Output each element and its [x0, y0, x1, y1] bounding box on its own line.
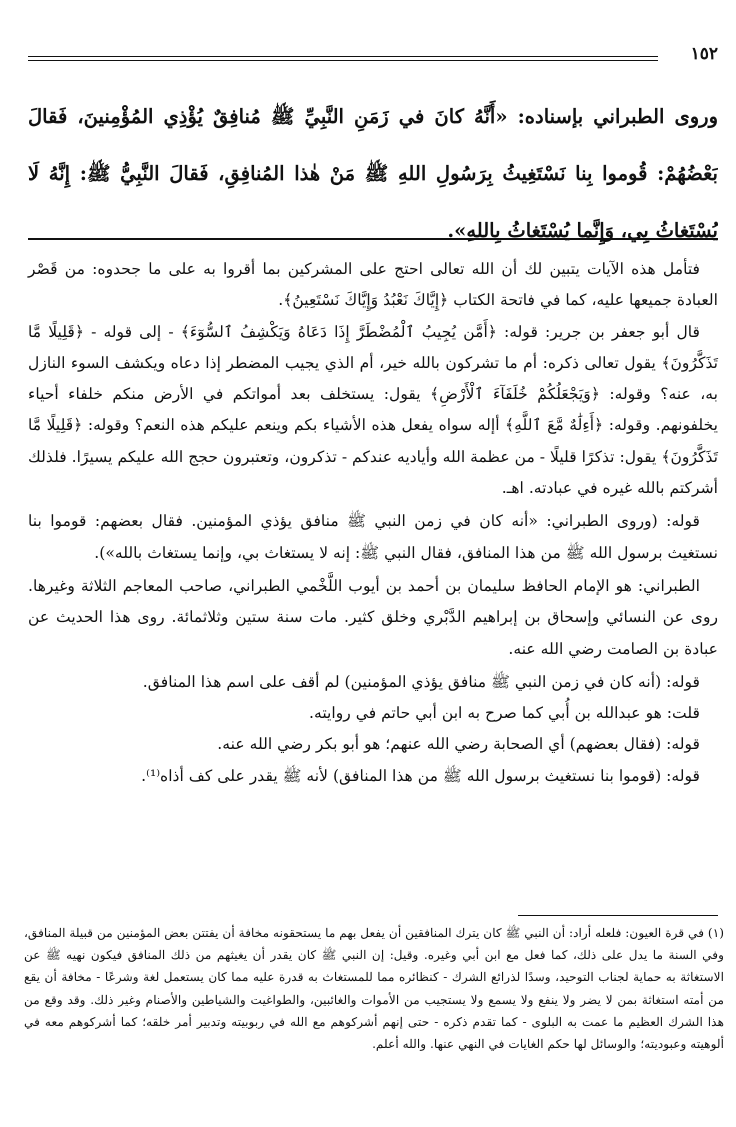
hadith-line: بَعْضُهُمْ: قُوموا بِنا نَسْتَغِيثُ بِرَسُولِ اللهِ ﷺ مَنْ هٰذا المُنافِقِ، فَقالَ النَّبِيُّ ﷺ: إِنَّهُ لَا [28, 162, 718, 185]
header-rule [28, 56, 658, 57]
header-rule [28, 60, 658, 61]
commentary-paragraph: قوله: (فقال بعضهم) أي الصحابة رضي الله عنهم؛ هو أبو بكر رضي الله عنه. [217, 735, 700, 754]
footnote [24, 922, 724, 1055]
commentary-paragraph: قوله: (أنه كان في زمن النبي ﷺ منافق يؤذي المؤمنين) لم أقف على اسم هذا المنافق. [142, 672, 700, 691]
footnote-divider [518, 915, 718, 916]
commentary-paragraph: قلت: هو عبدالله بن أُبي كما صرح به ابن أبي حاتم في روايته. [309, 704, 700, 723]
page-header [28, 44, 718, 66]
commentary-paragraph: قوله: (قوموا بنا نستغيث برسول الله ﷺ من هذا المنافق) لأنه ﷺ يقدر على كف أذاه⁽¹⁾. [141, 766, 700, 785]
section-divider [28, 238, 718, 240]
commentary-paragraph: قوله: (وروى الطبراني: «أنه كان في زمن النبي ﷺ منافق يؤذي المؤمنين. فقال بعضهم: قوموا بنا نستغيث برسول الله ﷺ من هذا المنافق، فقال النبي ﷺ: إنه لا يستغاث بي، وإنما يستغاث بالله»). [28, 512, 718, 562]
hadith-text [28, 88, 718, 259]
hadith-line: يُسْتَغاثُ بِي، وَإِنَّما يُسْتَغاثُ بِاللهِ». [447, 219, 718, 242]
footnote-text: (١) في قرة العيون: فلعله أراد: أن النبي ﷺ كان يترك المنافقين أن يفعل بهم ما يستحقونه مخافة أن يفتتن بعض المؤمنين من قبيلة المنافق، وفي السنة ما يدل على ذلك، كما فعل مع ابن أبي وغيره. وقيل: إن النبي ﷺ كان يقدر أن يغيثهم من ذلك المنافق فيكون نهيه ﷺ عن الاستغاثة به حماية لجناب التوحيد، وسدًا لذرائع الشرك - كنظائره مما للمستغاث به قدرة عليه مما كان يستعمل لغة وشرعًا - مخافة أن يقع من أمته استغاثة بمن لا يضر ولا ينفع ولا يسمع ولا يستجيب من الأموات والغائبين، والطواغيت والشياطين والأصنام وغير ذلك. وقد وقع من هذا الشرك العظيم ما عمت به البلوى - كما تقدم ذكره - حتى إنهم أشركوهم مع الله في ربوبيته وتدبير أمر خلقه؛ كما أشركوهم معه في ألوهيته وعبوديته؛ والوسائل لها حكم الغايات في النهي عنها. والله أعلم. [24, 926, 725, 1052]
page-number: ١٥٢ [690, 44, 718, 64]
commentary-paragraph: قال أبو جعفر بن جرير: قوله: ﴿أَمَّن يُجِيبُ ٱلْمُضْطَرَّ إِذَا دَعَاهُ وَيَكْشِفُ ٱلسُّوٓءَ﴾ - إلى قوله - ﴿قَلِيلًا مَّا تَذَكَّرُونَ﴾ يقول تعالى ذكره: أم ما تشركون بالله خير، أم الذي يجيب المضطر إذا دعاه ويكشف السوء النازل به، عنه؟ وقوله: ﴿وَيَجْعَلُكُمْ خُلَفَآءَ ٱلْأَرْضِ﴾ يقول: يستخلف بعد أمواتكم في الأرض منكم خلفاء أحياء يخلفونهم. وقوله: ﴿أَءِلَٰهٌ مَّعَ ٱللَّهِ﴾ أإله سواه يفعل هذه الأشياء بكم وينعم عليكم هذه النعم؟ وقوله: ﴿قَلِيلًا مَّا تَذَكَّرُونَ﴾ يقول: تذكرًا قليلًا - من عظمة الله وأياديه عندكم - تذكرون، وتعتبرون حجج الله عليكم يسيرًا. فلذلك أشركتم بالله غيره في عبادته. اهـ. [28, 322, 718, 498]
hadith-line: وروى الطبراني بإسناده: «أَنَّهُ كانَ في زَمَنِ النَّبِيِّ ﷺ مُنافِقٌ يُؤْذِي المُؤْمِنينَ، فَقالَ [28, 105, 718, 128]
commentary-paragraph: فتأمل هذه الآيات يتبين لك أن الله تعالى احتج على المشركين بما أقروا به على ما جحدوه: من قَصْر العبادة جميعها عليه، كما في فاتحة الكتاب ﴿إِيَّاكَ نَعْبُدُ وَإِيَّاكَ نَسْتَعِينُ﴾. [28, 260, 718, 310]
commentary-paragraph: الطبراني: هو الإمام الحافظ سليمان بن أحمد بن أيوب اللَّخْمي الطبراني، صاحب المعاجم الثلاثة وغيرها. روى عن النسائي وإسحاق بن إبراهيم الدَّبْري وخلق كثير. مات سنة ستين وثلاثمائة. روى هذا الحديث عن عبادة بن الصامت رضي الله عنه. [28, 576, 718, 658]
commentary-text [28, 254, 718, 792]
